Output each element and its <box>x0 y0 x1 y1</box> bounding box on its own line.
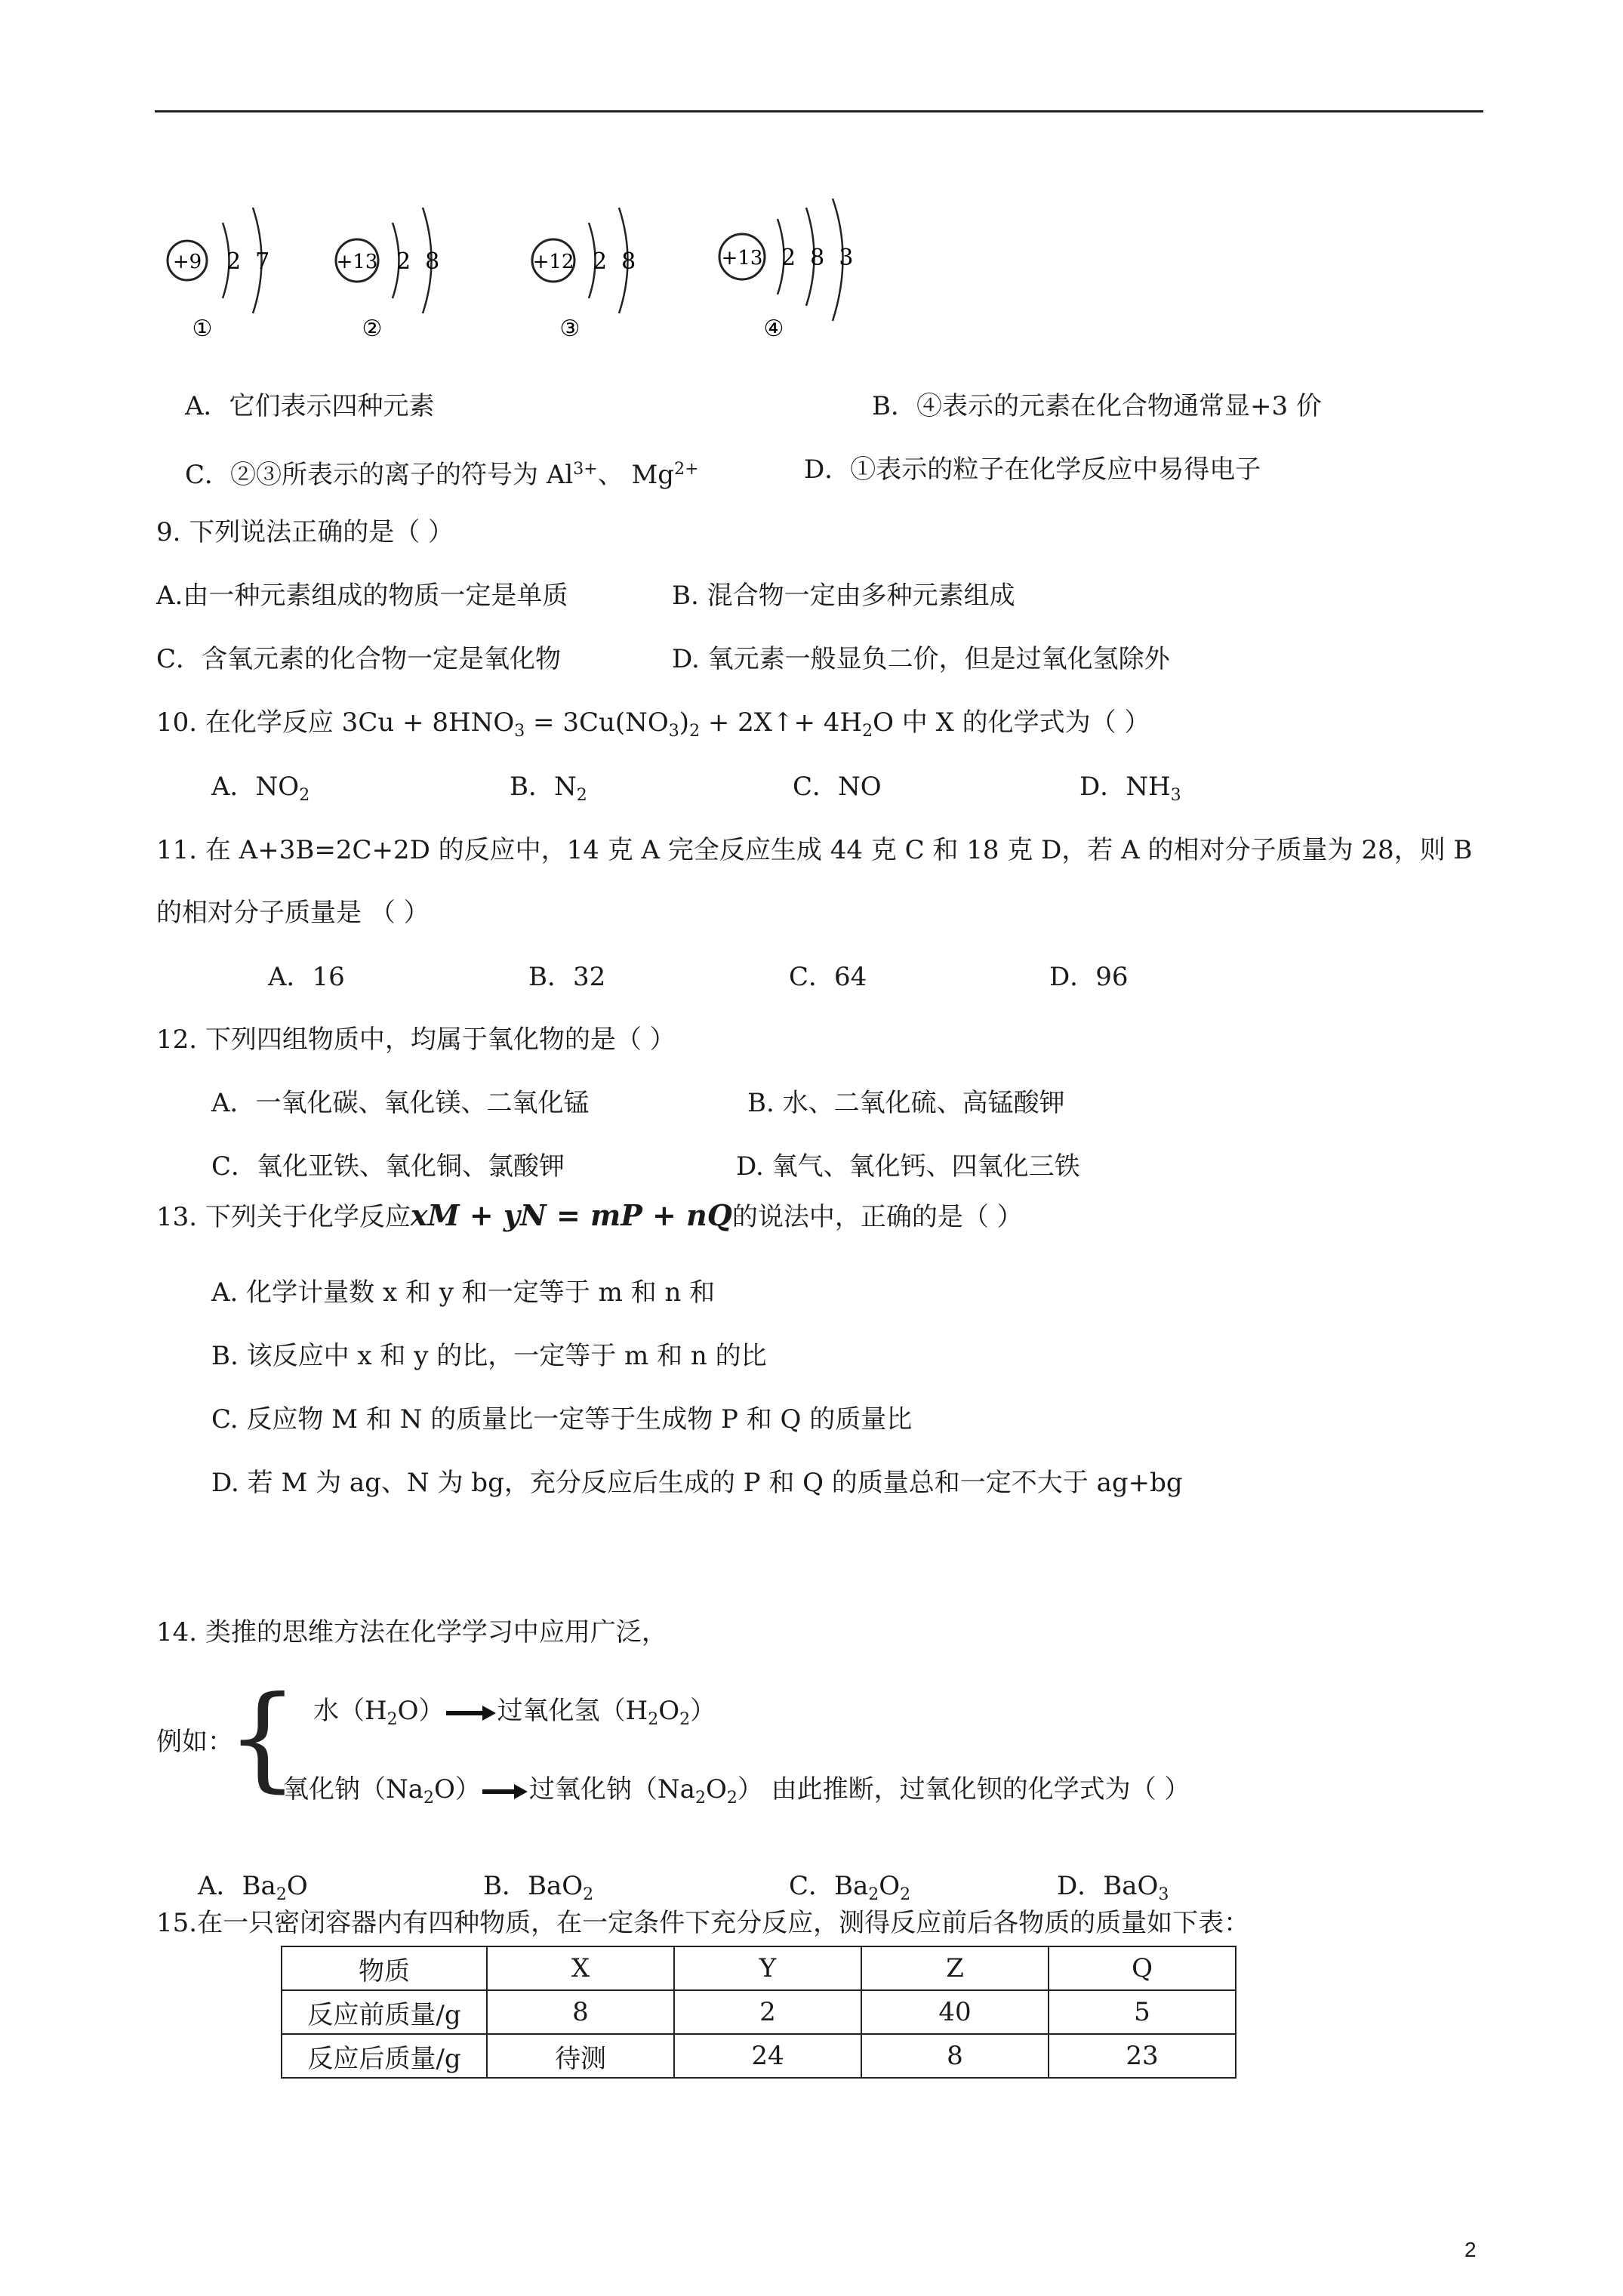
atom-index-label: ④ <box>763 316 784 342</box>
q8-option-d: D．①表示的粒子在化学反应中易得电子 <box>804 455 1261 485</box>
table-cell: 反应后质量/g <box>282 2034 487 2078</box>
q12-option-c: C．氧化亚铁、氧化铜、氯酸钾 <box>211 1151 565 1182</box>
q8-option-b: B．④表示的元素在化合物通常显+3 价 <box>872 391 1322 421</box>
atom-nucleus-label: +12 <box>532 251 574 273</box>
atom-index-label: ① <box>192 316 213 342</box>
atom-shells-label: 2 8 3 <box>781 245 854 271</box>
table-header-cell: Q <box>1049 1946 1236 1990</box>
reaction-formula: xM + yN = mP + nQ <box>410 1198 732 1232</box>
table-header-cell: X <box>487 1946 674 1990</box>
q12-option-d: D. 氧气、氧化钙、四氧化三铁 <box>736 1151 1080 1182</box>
q8-option-a: A．它们表示四种元素 <box>185 391 435 421</box>
q14-example-row1: 水$(H_2O)$ 过氧化氢$(H_2O_2)$ <box>313 1696 716 1729</box>
q11-option-c: C．64 <box>789 962 867 992</box>
q14-example-label: 例如： <box>156 1727 233 1757</box>
q9-option-c: C．含氧元素的化合物一定是氧化物 <box>156 644 562 674</box>
table-header-cell: 物质 <box>282 1946 487 1990</box>
q14-stem: 14. 类推的思维方法在化学学习中应用广泛， <box>156 1617 667 1647</box>
atom-diagrams <box>151 193 876 351</box>
q10-stem: 10. 在化学反应 $3Cu + 8HNO_3 = 3Cu(NO_3)_2$ + 2X↑+ $4H_2O$ 中 X 的化学式为（ ） <box>156 707 1150 741</box>
q11-option-a: A．16 <box>268 962 345 992</box>
table-cell: 反应前质量/g <box>282 1990 487 2034</box>
q14-option-a: A．$Ba_2O$ <box>198 1871 308 1904</box>
table-row <box>282 1990 1236 2034</box>
q10-option-d: D．$NH_3$ <box>1079 772 1181 805</box>
table-header-row <box>282 1946 1236 1990</box>
q13-option-b: B. 该反应中 x 和 y 的比，一定等于 m 和 n 的比 <box>211 1341 767 1371</box>
atom-nucleus-label: +13 <box>721 247 763 270</box>
table-header-cell: Z <box>861 1946 1049 1990</box>
q14-option-d: D．BaO$_3$ <box>1057 1871 1169 1904</box>
q8-option-c: C．②③所表示的离子的符号为 $Al^{3+}$、 $Mg^{2+}$ <box>185 460 699 490</box>
q14-option-b: B．BaO$_2$ <box>483 1871 594 1904</box>
mass-table <box>281 1946 1236 2079</box>
q10-option-c: C．NO <box>793 772 882 802</box>
table-cell: 24 <box>674 2034 861 2078</box>
atom-diagram-3 <box>532 208 636 342</box>
atom-index-label: ② <box>362 316 383 342</box>
table-cell: 40 <box>861 1990 1049 2034</box>
q9-option-a: A.由一种元素组成的物质一定是单质 <box>156 581 568 611</box>
q15-stem: 15.在一只密闭容器内有四种物质，在一定条件下充分反应，测得反应前后各物质的质量如下表： <box>156 1908 1250 1938</box>
table-header-cell: Y <box>674 1946 861 1990</box>
table-row <box>282 2034 1236 2078</box>
atom-index-label: ③ <box>559 316 581 342</box>
atom-shells-label: 2 8 <box>593 248 636 275</box>
q9-option-b: B. 混合物一定由多种元素组成 <box>672 581 1015 611</box>
q14-option-c: C．$Ba_2O_2$ <box>789 1871 911 1904</box>
q12-stem: 12. 下列四组物质中，均属于氧化物的是（ ） <box>156 1025 676 1055</box>
arrow-icon <box>481 1783 529 1801</box>
left-brace: { <box>226 1672 299 1804</box>
atom-diagram-1 <box>168 208 269 342</box>
table-cell: 23 <box>1049 2034 1236 2078</box>
arrow-icon <box>445 1704 497 1722</box>
atom-nucleus-label: +9 <box>172 251 202 273</box>
q13-stem: 13. 下列关于化学反应xM + yN = mP + nQ的说法中，正确的是（ ） <box>156 1198 1023 1232</box>
q13-option-a: A. 化学计量数 x 和 y 和一定等于 m 和 n 和 <box>211 1277 716 1308</box>
atom-nucleus-label: +13 <box>336 251 378 273</box>
q11-stem-line2: 的相对分子质量是 （ ） <box>156 898 430 928</box>
q11-option-b: B．32 <box>528 962 606 992</box>
q14-example-row2: 氧化钠$(Na_2O)$ 过氧化钠$(Na_2O_2)$ 由此推断，过氧化钡的化学式为（ ） <box>283 1774 1190 1808</box>
q10-option-a: A．$NO_2$ <box>211 772 310 805</box>
q13-option-c: C. 反应物 M 和 N 的质量比一定等于生成物 P 和 Q 的质量比 <box>211 1404 913 1435</box>
q12-option-a: A．一氧化碳、氧化镁、二氧化锰 <box>211 1088 590 1118</box>
q10-option-b: B．$N_2$ <box>510 772 587 805</box>
table-cell: 2 <box>674 1990 861 2034</box>
atom-diagram-2 <box>336 208 439 342</box>
atom-shells-label: 2 7 <box>226 248 270 275</box>
header-rule <box>155 110 1483 112</box>
table-cell: 8 <box>861 2034 1049 2078</box>
q9-stem: 9. 下列说法正确的是（ ） <box>156 517 454 547</box>
table-cell: 8 <box>487 1990 674 2034</box>
table-cell: 待测 <box>487 2034 674 2078</box>
atom-shells-label: 2 8 <box>396 248 440 275</box>
q11-option-d: D．96 <box>1049 962 1129 992</box>
atom-diagram-4 <box>719 199 853 342</box>
page-number: 2 <box>1464 2238 1477 2261</box>
table-cell: 5 <box>1049 1990 1236 2034</box>
q9-option-d: D. 氧元素一般显负二价，但是过氧化氢除外 <box>672 644 1170 674</box>
q13-option-d: D. 若 M 为 ag、N 为 bg，充分反应后生成的 P 和 Q 的质量总和一定不大于 ag+bg <box>211 1468 1183 1498</box>
q11-stem-line1: 11. 在 A+3B=2C+2D 的反应中，14 克 A 完全反应生成 44 克 C 和 18 克 D，若 A 的相对分子质量为 28，则 B <box>156 835 1473 865</box>
q12-option-b: B. 水、二氧化硫、高锰酸钾 <box>747 1088 1065 1118</box>
